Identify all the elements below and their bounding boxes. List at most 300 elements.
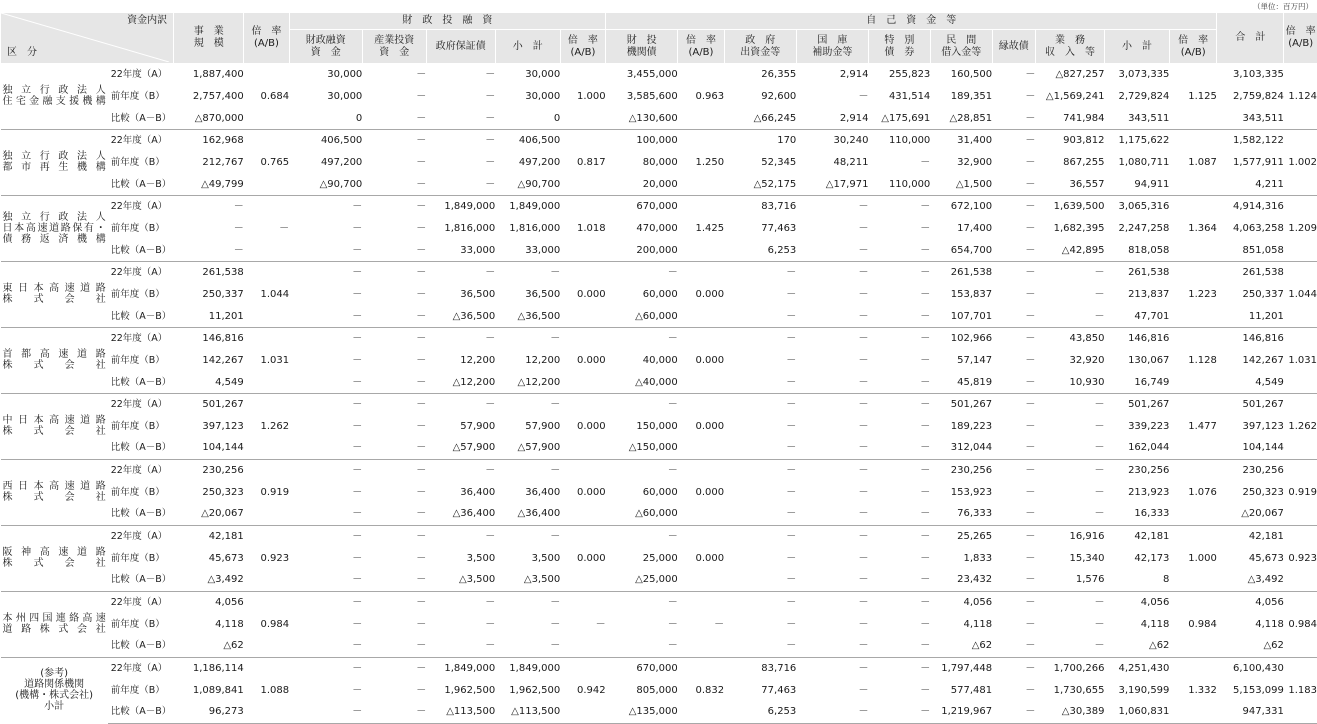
cell-jigyou: － bbox=[174, 218, 244, 240]
cell-jiko: － bbox=[796, 613, 868, 635]
row-label: 比較（A－B） bbox=[108, 173, 174, 195]
cell-zaisei: － bbox=[289, 547, 362, 569]
cell-total: 250,323 bbox=[1217, 481, 1284, 503]
cell-zaisei: 36,500 bbox=[426, 284, 495, 306]
cell-jigyou: 397,123 bbox=[174, 416, 244, 438]
cell-empty bbox=[1169, 305, 1216, 327]
cell-zaisei: 1,849,000 bbox=[495, 195, 560, 217]
cell-empty bbox=[1284, 261, 1317, 283]
cell-zaisei: － bbox=[289, 350, 362, 372]
cell-total: 230,256 bbox=[1217, 459, 1284, 481]
header-jiko-col-2: 政 府 出資金等 bbox=[724, 30, 796, 64]
cell-jigyou: 2,757,400 bbox=[174, 86, 244, 108]
cell-empty bbox=[1169, 64, 1216, 86]
cell-total: 2,759,824 bbox=[1217, 86, 1284, 108]
cell-zaisei: 57,900 bbox=[426, 416, 495, 438]
entity-name-line: 首都高速道路 bbox=[3, 349, 106, 360]
cell-jiko-ratio: 1.223 bbox=[1169, 284, 1216, 306]
cell-jiko: － bbox=[796, 393, 868, 415]
cell-zaisei: － bbox=[289, 679, 362, 701]
cell-jigyou: － bbox=[174, 195, 244, 217]
cell-empty bbox=[244, 701, 289, 723]
cell-empty bbox=[1284, 305, 1317, 327]
cell-zaitou: △135,000 bbox=[606, 701, 678, 723]
cell-jiko: － bbox=[868, 635, 930, 657]
cell-empty bbox=[1284, 239, 1317, 261]
cell-jiko: － bbox=[796, 591, 868, 613]
cell-jiko: △66,245 bbox=[724, 107, 796, 129]
unit-note: （単位：百万円） bbox=[1253, 0, 1313, 13]
cell-zaitou: 20,000 bbox=[606, 173, 678, 195]
row-label: 前年度（B） bbox=[108, 679, 174, 701]
cell-zaisei-ratio: － bbox=[560, 613, 605, 635]
cell-zaitou: 3,585,600 bbox=[606, 86, 678, 108]
header-total-ratio: 倍 率 (A/B) bbox=[1284, 13, 1317, 64]
cell-jigyou: 250,323 bbox=[174, 481, 244, 503]
cell-zaisei: － bbox=[289, 525, 362, 547]
cell-jigyou: 250,337 bbox=[174, 284, 244, 306]
cell-empty bbox=[244, 437, 289, 459]
cell-empty bbox=[678, 327, 724, 349]
cell-jiko: － bbox=[724, 305, 796, 327]
cell-zaitou: － bbox=[606, 525, 678, 547]
row-label: 前年度（B） bbox=[108, 350, 174, 372]
cell-zaisei: － bbox=[289, 195, 362, 217]
cell-zaisei: － bbox=[426, 459, 495, 481]
cell-jiko: － bbox=[796, 305, 868, 327]
cell-total: 1,577,911 bbox=[1217, 152, 1284, 174]
cell-zaisei: △57,900 bbox=[426, 437, 495, 459]
cell-empty bbox=[244, 305, 289, 327]
cell-jiko: － bbox=[724, 613, 796, 635]
cell-empty bbox=[1284, 173, 1317, 195]
table-row bbox=[1, 284, 1317, 306]
cell-zaisei: － bbox=[289, 657, 362, 679]
cell-zaisei: － bbox=[426, 635, 495, 657]
cell-empty bbox=[1284, 459, 1317, 481]
cell-zaitou: 670,000 bbox=[606, 195, 678, 217]
cell-jiko: － bbox=[868, 305, 930, 327]
cell-jiko: － bbox=[992, 350, 1035, 372]
cell-empty bbox=[560, 591, 605, 613]
header-jiko-col-6: 縁故債 bbox=[992, 30, 1035, 64]
cell-jiko: 4,251,430 bbox=[1104, 657, 1169, 679]
cell-jigyou: 230,256 bbox=[174, 459, 244, 481]
cell-zaisei: － bbox=[426, 261, 495, 283]
cell-jiko: 52,345 bbox=[724, 152, 796, 174]
cell-empty bbox=[1169, 393, 1216, 415]
cell-zaisei: － bbox=[495, 613, 560, 635]
cell-jiko: － bbox=[992, 305, 1035, 327]
cell-jiko: － bbox=[796, 437, 868, 459]
cell-zaisei: △3,500 bbox=[495, 569, 560, 591]
cell-empty bbox=[244, 371, 289, 393]
cell-jiko: 2,729,824 bbox=[1104, 86, 1169, 108]
cell-empty bbox=[1169, 173, 1216, 195]
cell-jiko: 2,247,258 bbox=[1104, 218, 1169, 240]
cell-jigyou: － bbox=[174, 239, 244, 261]
cell-jiko: 43,850 bbox=[1035, 327, 1104, 349]
cell-jiko: － bbox=[992, 503, 1035, 525]
cell-zaisei: 0 bbox=[289, 107, 362, 129]
cell-zaisei: 497,200 bbox=[289, 152, 362, 174]
cell-zaisei: 0 bbox=[495, 107, 560, 129]
cell-jigyou-ratio: 0.984 bbox=[244, 613, 289, 635]
cell-jigyou: 1,186,114 bbox=[174, 657, 244, 679]
cell-jiko: － bbox=[992, 218, 1035, 240]
cell-empty bbox=[1284, 393, 1317, 415]
cell-zaitou: － bbox=[606, 393, 678, 415]
cell-jiko: 1,833 bbox=[930, 547, 992, 569]
cell-empty bbox=[1169, 107, 1216, 129]
cell-zaisei: △12,200 bbox=[495, 371, 560, 393]
cell-empty bbox=[244, 503, 289, 525]
row-label: 22年度（A） bbox=[108, 64, 174, 86]
cell-empty bbox=[560, 569, 605, 591]
entity-name-line: 債務返済機構 bbox=[3, 234, 106, 245]
cell-jiko: 32,920 bbox=[1035, 350, 1104, 372]
row-label: 前年度（B） bbox=[108, 481, 174, 503]
cell-jiko-ratio: 1.332 bbox=[1169, 679, 1216, 701]
cell-jiko: － bbox=[992, 525, 1035, 547]
cell-zaisei: △36,400 bbox=[495, 503, 560, 525]
cell-zaisei: － bbox=[289, 613, 362, 635]
cell-jiko: － bbox=[724, 416, 796, 438]
cell-zaisei: － bbox=[362, 64, 426, 86]
cell-jiko: － bbox=[992, 459, 1035, 481]
fiscal-investment-table bbox=[0, 13, 1317, 724]
cell-jiko-ratio: 1.087 bbox=[1169, 152, 1216, 174]
cell-zaisei: － bbox=[426, 173, 495, 195]
cell-jiko: 1,797,448 bbox=[930, 657, 992, 679]
cell-total: 4,063,258 bbox=[1217, 218, 1284, 240]
cell-zaitou-ratio: 0.000 bbox=[678, 547, 724, 569]
cell-jiko: － bbox=[724, 327, 796, 349]
row-label: 前年度（B） bbox=[108, 284, 174, 306]
cell-zaitou: 100,000 bbox=[606, 129, 678, 151]
cell-zaisei: △90,700 bbox=[495, 173, 560, 195]
cell-zaisei: － bbox=[495, 261, 560, 283]
cell-zaitou-ratio: － bbox=[678, 613, 724, 635]
cell-total: △62 bbox=[1217, 635, 1284, 657]
cell-jiko: － bbox=[796, 284, 868, 306]
cell-jiko: － bbox=[796, 350, 868, 372]
cell-zaisei: 57,900 bbox=[495, 416, 560, 438]
cell-empty bbox=[1284, 107, 1317, 129]
cell-jiko: － bbox=[868, 437, 930, 459]
cell-zaisei: 497,200 bbox=[495, 152, 560, 174]
cell-jiko: 170 bbox=[724, 129, 796, 151]
cell-zaisei: 1,816,000 bbox=[495, 218, 560, 240]
cell-zaitou: 40,000 bbox=[606, 350, 678, 372]
entity-name-line: 株 式 会 社 bbox=[3, 492, 106, 503]
cell-jiko: － bbox=[868, 459, 930, 481]
cell-total: △3,492 bbox=[1217, 569, 1284, 591]
cell-empty bbox=[678, 64, 724, 86]
cell-empty bbox=[678, 459, 724, 481]
cell-zaisei: － bbox=[362, 371, 426, 393]
row-label: 比較（A－B） bbox=[108, 437, 174, 459]
cell-jiko: △28,851 bbox=[930, 107, 992, 129]
table-row bbox=[1, 701, 1317, 723]
entity-name-line: (参考) bbox=[3, 668, 106, 679]
cell-total: 146,816 bbox=[1217, 327, 1284, 349]
cell-zaisei: － bbox=[289, 327, 362, 349]
cell-zaisei: 1,816,000 bbox=[426, 218, 495, 240]
cell-jiko: － bbox=[724, 569, 796, 591]
cell-empty bbox=[1169, 261, 1216, 283]
cell-jiko: 3,190,599 bbox=[1104, 679, 1169, 701]
cell-zaitou-ratio: 0.000 bbox=[678, 350, 724, 372]
entity-name-line: 阪神高速道路 bbox=[3, 547, 106, 558]
cell-jiko: 6,253 bbox=[724, 701, 796, 723]
cell-empty bbox=[560, 437, 605, 459]
entity-name-line: 東日本高速道路 bbox=[3, 283, 106, 294]
cell-jigyou-ratio: 1.031 bbox=[244, 350, 289, 372]
cell-empty bbox=[1284, 525, 1317, 547]
cell-jiko: 162,044 bbox=[1104, 437, 1169, 459]
cell-jiko: 26,355 bbox=[724, 64, 796, 86]
cell-empty bbox=[1169, 239, 1216, 261]
cell-jiko: － bbox=[992, 64, 1035, 86]
cell-empty bbox=[1284, 701, 1317, 723]
table-row bbox=[1, 657, 1317, 679]
cell-zaisei: － bbox=[362, 679, 426, 701]
cell-zaisei: － bbox=[289, 393, 362, 415]
cell-jiko: － bbox=[992, 261, 1035, 283]
cell-total-ratio: 1.002 bbox=[1284, 152, 1317, 174]
cell-empty bbox=[1169, 459, 1216, 481]
cell-jigyou: 162,968 bbox=[174, 129, 244, 151]
cell-jiko: － bbox=[992, 371, 1035, 393]
cell-zaisei: 1,849,000 bbox=[426, 195, 495, 217]
entity-name-line: (機構・株式会社) bbox=[3, 690, 106, 701]
table-row bbox=[1, 305, 1317, 327]
cell-zaisei: － bbox=[362, 657, 426, 679]
cell-empty bbox=[1169, 327, 1216, 349]
cell-empty bbox=[678, 591, 724, 613]
cell-jiko: － bbox=[1035, 503, 1104, 525]
table-row bbox=[1, 371, 1317, 393]
cell-zaisei: － bbox=[362, 701, 426, 723]
cell-empty bbox=[678, 371, 724, 393]
cell-jiko: － bbox=[992, 591, 1035, 613]
cell-jigyou-ratio: － bbox=[244, 218, 289, 240]
cell-empty bbox=[1169, 129, 1216, 151]
cell-zaisei: － bbox=[362, 569, 426, 591]
entity-name bbox=[1, 327, 108, 393]
cell-zaisei: － bbox=[289, 459, 362, 481]
cell-jiko: － bbox=[992, 327, 1035, 349]
cell-jiko: － bbox=[1035, 613, 1104, 635]
table-body bbox=[1, 64, 1317, 724]
cell-jiko: 741,984 bbox=[1035, 107, 1104, 129]
cell-jiko: － bbox=[724, 525, 796, 547]
cell-zaitou: 670,000 bbox=[606, 657, 678, 679]
cell-empty bbox=[560, 701, 605, 723]
cell-zaitou: － bbox=[606, 591, 678, 613]
header-zaisei-ratio: 倍 率 (A/B) bbox=[560, 30, 605, 64]
cell-zaitou: △60,000 bbox=[606, 503, 678, 525]
cell-total-ratio: 0.919 bbox=[1284, 481, 1317, 503]
cell-zaisei-ratio: 0.000 bbox=[560, 416, 605, 438]
cell-jiko: 213,923 bbox=[1104, 481, 1169, 503]
cell-jiko: － bbox=[992, 481, 1035, 503]
header-jiko-col-3: 国 庫 補助金等 bbox=[796, 30, 868, 64]
table-row bbox=[1, 173, 1317, 195]
cell-zaisei: － bbox=[289, 305, 362, 327]
cell-jiko: 42,181 bbox=[1104, 525, 1169, 547]
cell-jiko: 189,223 bbox=[930, 416, 992, 438]
cell-zaisei: － bbox=[289, 481, 362, 503]
row-label: 比較（A－B） bbox=[108, 569, 174, 591]
cell-zaisei: 1,849,000 bbox=[495, 657, 560, 679]
cell-zaisei: △113,500 bbox=[495, 701, 560, 723]
header-jiko-col-4: 特 別 債 券 bbox=[868, 30, 930, 64]
table-row bbox=[1, 129, 1317, 151]
row-label: 22年度（A） bbox=[108, 327, 174, 349]
cell-empty bbox=[1284, 657, 1317, 679]
entity-name bbox=[1, 657, 108, 723]
cell-zaisei: 36,500 bbox=[495, 284, 560, 306]
table-row bbox=[1, 679, 1317, 701]
cell-empty bbox=[1284, 569, 1317, 591]
row-label: 比較（A－B） bbox=[108, 239, 174, 261]
cell-empty bbox=[678, 305, 724, 327]
cell-jiko: － bbox=[992, 129, 1035, 151]
cell-jigyou-ratio: 0.923 bbox=[244, 547, 289, 569]
cell-total: 42,181 bbox=[1217, 525, 1284, 547]
cell-jiko: 339,223 bbox=[1104, 416, 1169, 438]
cell-empty bbox=[244, 569, 289, 591]
cell-jiko: 31,400 bbox=[930, 129, 992, 151]
cell-jiko: － bbox=[868, 261, 930, 283]
cell-empty bbox=[678, 107, 724, 129]
cell-zaitou: － bbox=[606, 459, 678, 481]
cell-zaisei: △57,900 bbox=[495, 437, 560, 459]
cell-jigyou: △20,067 bbox=[174, 503, 244, 525]
cell-jiko: － bbox=[868, 350, 930, 372]
cell-total: 142,267 bbox=[1217, 350, 1284, 372]
cell-empty bbox=[244, 327, 289, 349]
cell-jiko: － bbox=[868, 591, 930, 613]
entity-name-line: 株 式 会 社 bbox=[3, 558, 106, 569]
corner-top-label: 資金内訳 bbox=[127, 15, 167, 27]
cell-jiko: 110,000 bbox=[868, 173, 930, 195]
cell-zaisei: － bbox=[289, 416, 362, 438]
cell-jiko: － bbox=[868, 547, 930, 569]
cell-jiko: － bbox=[724, 350, 796, 372]
cell-empty bbox=[244, 129, 289, 151]
row-label: 22年度（A） bbox=[108, 261, 174, 283]
cell-zaisei: △36,500 bbox=[426, 305, 495, 327]
cell-jiko: － bbox=[992, 635, 1035, 657]
row-label: 比較（A－B） bbox=[108, 107, 174, 129]
cell-jiko: － bbox=[796, 657, 868, 679]
cell-jiko: － bbox=[724, 284, 796, 306]
cell-jiko: 10,930 bbox=[1035, 371, 1104, 393]
table-row bbox=[1, 107, 1317, 129]
cell-total: 261,538 bbox=[1217, 261, 1284, 283]
cell-jiko: － bbox=[868, 284, 930, 306]
cell-empty bbox=[1284, 371, 1317, 393]
row-label: 比較（A－B） bbox=[108, 701, 174, 723]
cell-jiko: － bbox=[796, 569, 868, 591]
cell-zaisei: － bbox=[426, 107, 495, 129]
cell-empty bbox=[560, 239, 605, 261]
cell-zaisei: － bbox=[362, 327, 426, 349]
cell-zaisei: － bbox=[362, 613, 426, 635]
cell-jiko: 501,267 bbox=[1104, 393, 1169, 415]
cell-empty bbox=[560, 503, 605, 525]
cell-zaitou: △60,000 bbox=[606, 305, 678, 327]
cell-zaitou: － bbox=[606, 327, 678, 349]
cell-zaisei: － bbox=[289, 218, 362, 240]
table-row bbox=[1, 569, 1317, 591]
table-row bbox=[1, 261, 1317, 283]
cell-jiko: 4,056 bbox=[930, 591, 992, 613]
table-row bbox=[1, 393, 1317, 415]
cell-jiko: 32,900 bbox=[930, 152, 992, 174]
cell-zaisei-ratio: 1.018 bbox=[560, 218, 605, 240]
cell-zaisei-ratio: 0.000 bbox=[560, 481, 605, 503]
cell-jiko: △827,257 bbox=[1035, 64, 1104, 86]
entity-name-line: 小計 bbox=[3, 701, 106, 712]
row-label: 比較（A－B） bbox=[108, 305, 174, 327]
cell-jiko: 343,511 bbox=[1104, 107, 1169, 129]
table-row bbox=[1, 547, 1317, 569]
cell-jiko: 102,966 bbox=[930, 327, 992, 349]
cell-empty bbox=[678, 701, 724, 723]
cell-empty bbox=[244, 525, 289, 547]
cell-zaisei: － bbox=[289, 701, 362, 723]
cell-jiko: － bbox=[992, 239, 1035, 261]
entity-name-line: 日本高速道路保有・ bbox=[3, 223, 106, 234]
cell-jiko: 1,639,500 bbox=[1035, 195, 1104, 217]
cell-zaisei-ratio: 1.000 bbox=[560, 86, 605, 108]
cell-jigyou: △870,000 bbox=[174, 107, 244, 129]
table-row bbox=[1, 481, 1317, 503]
entity-name-line: 株 式 会 社 bbox=[3, 360, 106, 371]
cell-jiko: － bbox=[992, 701, 1035, 723]
cell-zaisei: － bbox=[362, 284, 426, 306]
cell-total: 4,549 bbox=[1217, 371, 1284, 393]
cell-empty bbox=[560, 305, 605, 327]
cell-zaisei: － bbox=[362, 635, 426, 657]
cell-jiko: 6,253 bbox=[724, 239, 796, 261]
row-label: 前年度（B） bbox=[108, 613, 174, 635]
cell-jiko: 45,819 bbox=[930, 371, 992, 393]
entity-name-line: 株 式 会 社 bbox=[3, 426, 106, 437]
cell-jiko: 312,044 bbox=[930, 437, 992, 459]
cell-jiko: － bbox=[1035, 459, 1104, 481]
cell-jiko: － bbox=[724, 261, 796, 283]
header-jiko-col-8: 小 計 bbox=[1104, 30, 1169, 64]
cell-jiko: － bbox=[1035, 284, 1104, 306]
cell-zaitou: 200,000 bbox=[606, 239, 678, 261]
cell-jiko: － bbox=[868, 503, 930, 525]
cell-empty bbox=[1169, 503, 1216, 525]
cell-total: 851,058 bbox=[1217, 239, 1284, 261]
cell-jiko: － bbox=[796, 416, 868, 438]
cell-jigyou-ratio: 0.919 bbox=[244, 481, 289, 503]
cell-zaisei: － bbox=[289, 591, 362, 613]
cell-zaisei: － bbox=[426, 152, 495, 174]
cell-jiko: 36,557 bbox=[1035, 173, 1104, 195]
cell-jigyou: 142,267 bbox=[174, 350, 244, 372]
cell-zaisei: 1,962,500 bbox=[495, 679, 560, 701]
cell-empty bbox=[678, 437, 724, 459]
